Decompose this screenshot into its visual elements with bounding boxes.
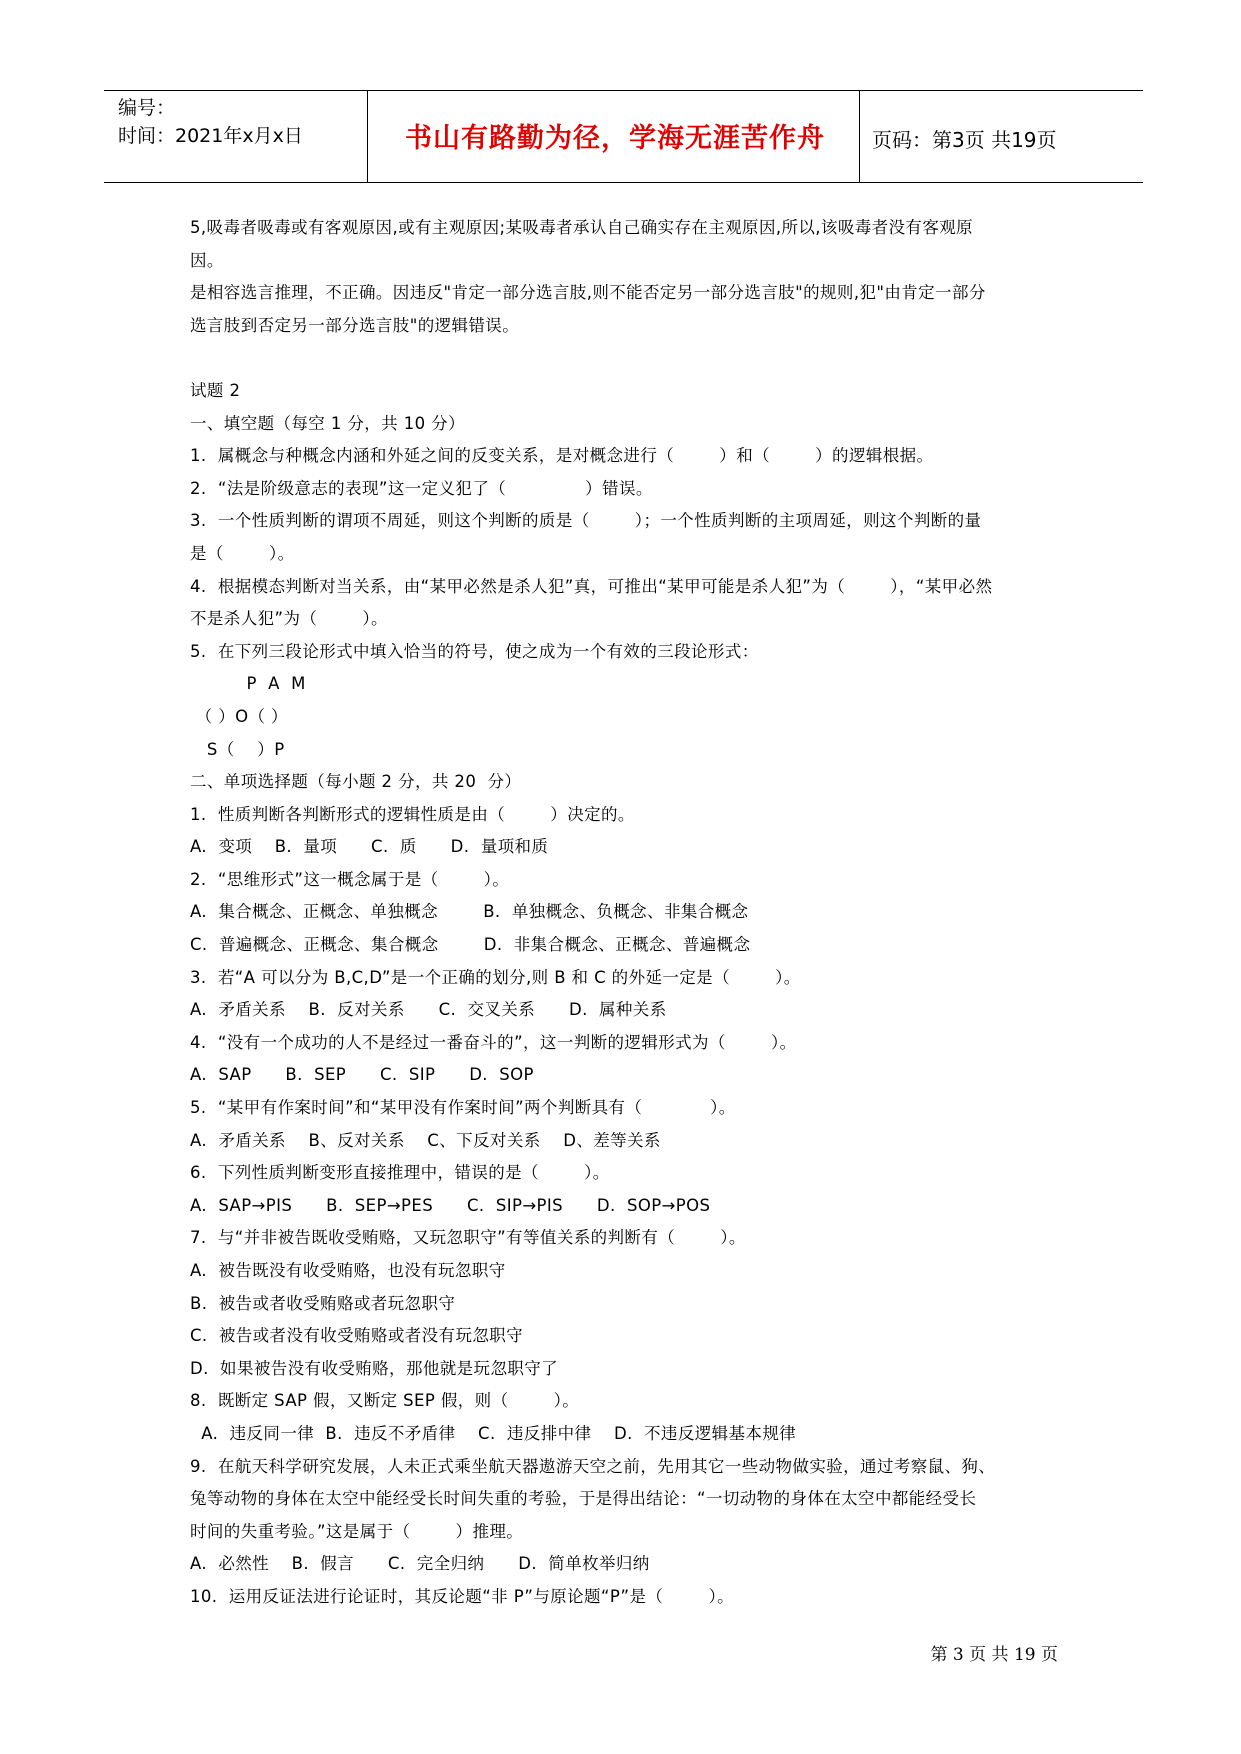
body-line: （ ）O（ ） [190,706,288,726]
body-line: 是（ ）。 [190,543,295,563]
body-line: 选言肢到否定另一部分选言肢"的逻辑错误。 [190,315,520,335]
body-line: A. SAP B. SEP C. SIP D. SOP [190,1065,534,1085]
body-line: 10. 运用反证法进行论证时，其反论题“非 P”与原论题“P”是（ ）。 [190,1586,734,1606]
body-line: 兔等动物的身体在太空中能经受长时间失重的考验，于是得出结论：“一切动物的身体在太空中都能经受长 [190,1489,977,1509]
body-line: D. 如果被告没有收受贿赂，那他就是玩忽职守了 [190,1358,559,1378]
header-meta [118,94,303,150]
body-line: B. 被告或者收受贿赂或者玩忽职守 [190,1293,456,1313]
document-number-label: 编号： [118,97,176,119]
page-footer: 第 3 页 共 19 页 [930,1645,1058,1665]
body-line: A. 集合概念、正概念、单独概念 B. 单独概念、负概念、非集合概念 [190,902,749,922]
header-motto: 书山有路勤为径，学海无涯苦作舟 [405,123,825,154]
body-line: 8. 既断定 SAP 假，又断定 SEP 假，则（ ）。 [190,1391,580,1411]
body-line: 3. 若“A 可以分为 B,C,D”是一个正确的划分,则 B 和 C 的外延一定是（ ）。 [190,967,801,987]
header-page-info: 页码：第3页 共19页 [872,128,1057,152]
body-line: 9. 在航天科学研究发展，人未正式乘坐航天器遨游天空之前，先用其它一些动物做实验，通过考察鼠、狗、 [190,1456,996,1476]
body-line: 5. 在下列三段论形式中填入恰当的符号，使之成为一个有效的三段论形式： [190,641,759,661]
body-line: A. SAP→PIS B. SEP→PES C. SIP→PIS D. SOP→POS [190,1195,711,1215]
body-line: 7. 与“并非被告既收受贿赂，又玩忽职守”有等值关系的判断有（ ）。 [190,1228,746,1248]
body-line: 6. 下列性质判断变形直接推理中，错误的是（ ）。 [190,1163,610,1183]
body-line: 4. 根据模态判断对当关系，由“某甲必然是杀人犯”真，可推出“某甲可能是杀人犯”为（ ），“某甲必然 [190,576,993,596]
body-line [190,342,1070,375]
body-line: 是相容选言推理，不正确。因违反"肯定一部分选言肢,则不能否定另一部分选言肢"的规则,犯"由肯定一部分 [190,283,986,303]
header-bottom-rule [104,182,1143,183]
body-line: A. 矛盾关系 B. 反对关系 C. 交叉关系 D. 属种关系 [190,1000,667,1020]
body-line: 二、单项选择题（每小题 2 分，共 20 分） [190,772,522,792]
body-line: 2. “法是阶级意志的表现”这一定义犯了（ ）错误。 [190,478,653,498]
body-line: 不是杀人犯”为（ ）。 [190,609,388,629]
body-line: 试题 2 [190,380,241,400]
body-line: 时间的失重考验。”这是属于（ ）推理。 [190,1521,524,1541]
header-divider-left [367,90,368,183]
body-line: A. 违反同一律 B. 违反不矛盾律 C. 违反排中律 D. 不违反逻辑基本规律 [190,1423,797,1443]
body-line: A. 被告既没有收受贿赂，也没有玩忽职守 [190,1261,506,1280]
body-line: 3. 一个性质判断的谓项不周延，则这个判断的质是（ ）；一个性质判断的主项周延，则这个判断的量 [190,511,982,531]
body-line: 4. “没有一个成功的人不是经过一番奋斗的”，这一判断的逻辑形式为（ ）。 [190,1032,797,1052]
body-line: P A M [190,674,306,694]
body-line: 一、填空题（每空 1 分，共 10 分） [190,413,465,433]
body-line: 2. “思维形式”这一概念属于是（ ）。 [190,869,510,889]
document-body [190,212,1070,1614]
document-time-label: 时间：2021年x月x日 [118,125,303,147]
body-line: C. 被告或者没有收受贿赂或者没有玩忽职守 [190,1326,524,1346]
body-line: C. 普遍概念、正概念、集合概念 D. 非集合概念、正概念、普遍概念 [190,935,751,955]
body-line: 1. 属概念与种概念内涵和外延之间的反变关系，是对概念进行（ ）和（ ）的逻辑根据。 [190,446,934,466]
body-line: A. 变项 B. 量项 C. 质 D. 量项和质 [190,837,549,857]
body-line: 因。 [190,250,224,270]
body-line: A. 必然性 B. 假言 C. 完全归纳 D. 简单枚举归纳 [190,1554,650,1574]
body-line: A. 矛盾关系 B、反对关系 C、下反对关系 D、差等关系 [190,1130,661,1150]
header-top-rule [104,90,1143,91]
header-divider-right [859,90,860,183]
body-line: 5. “某甲有作案时间”和“某甲没有作案时间”两个判断具有（ ）。 [190,1098,736,1118]
body-line: 1. 性质判断各判断形式的逻辑性质是由（ ）决定的。 [190,804,635,824]
body-line: S（ ）P [190,739,285,759]
body-line: 5,吸毒者吸毒或有客观原因,或有主观原因;某吸毒者承认自己确实存在主观原因,所以,该吸毒者没有客观原 [190,218,974,237]
